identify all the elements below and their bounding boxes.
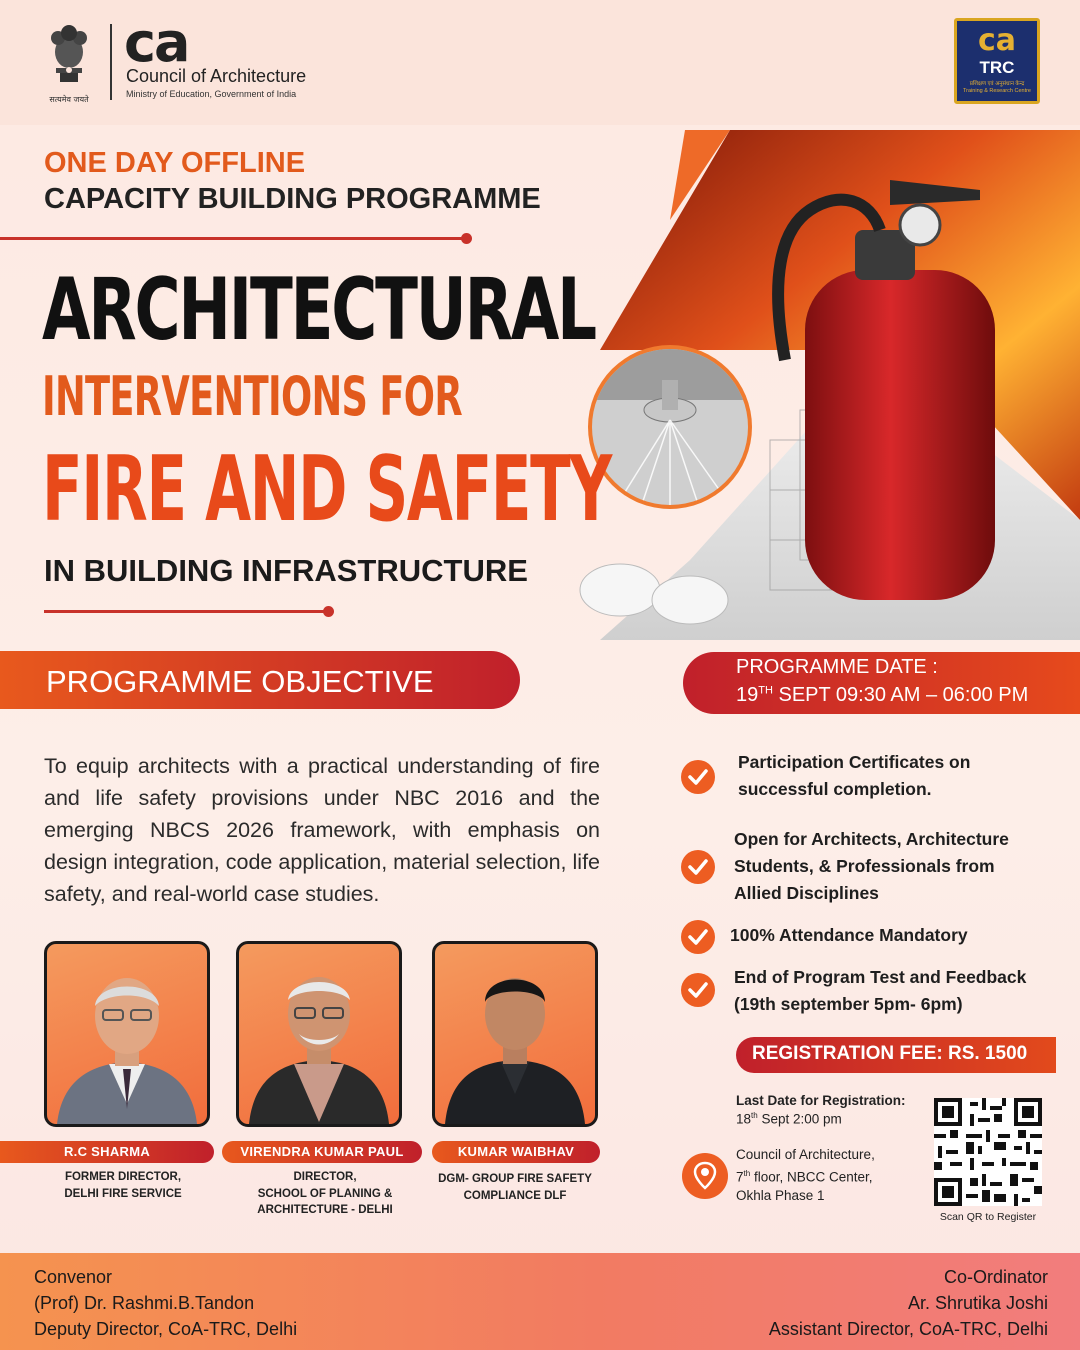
feature-line: successful completion. — [738, 779, 932, 799]
kicker-title: ONE DAY OFFLINE — [44, 147, 306, 179]
speaker-role-line: DGM- GROUP FIRE SAFETY — [438, 1173, 592, 1185]
speaker-role-line: COMPLIANCE DLF — [463, 1189, 567, 1202]
last-date-value — [736, 1111, 842, 1127]
trc-logo-mark: ca — [977, 23, 1017, 58]
check-icon — [681, 920, 715, 954]
feature-line: 100% Attendance Mandatory — [730, 925, 968, 945]
qr-caption: Scan QR to Register — [939, 1211, 1037, 1223]
trc-logo-submark: TRC — [979, 58, 1015, 77]
objective-text: To equip architects with a practical understanding of fire and life safety provisions under NBC 2016 and the emerging NBCS 2026 framework, with emphasis on design integration, code application, material selection, life safety, and real-world case studies. — [44, 754, 600, 906]
national-emblem-icon — [44, 22, 94, 88]
trc-logo-subtitle — [959, 81, 1035, 95]
convenor-name: (Prof) Dr. Rashmi.B.Tandon — [34, 1293, 255, 1313]
feature-line: Participation Certificates on — [738, 752, 971, 772]
programme-date-value — [736, 684, 1028, 707]
convenor-title: Convenor — [34, 1267, 113, 1287]
speaker-role-line: FORMER DIRECTOR, — [64, 1171, 182, 1183]
speaker-role-line: ARCHITECTURE - DELHI — [257, 1204, 393, 1216]
last-date-suffix: th — [751, 1111, 758, 1120]
check-icon — [681, 850, 715, 884]
feature-item — [738, 749, 970, 803]
date-day-suffix: TH — [758, 684, 773, 697]
feature-line: Students, & Professionals from — [734, 856, 995, 876]
divider-line-2 — [44, 610, 328, 613]
org-name: Council of Architecture — [126, 66, 307, 86]
programme-type: CAPACITY BUILDING PROGRAMME — [44, 183, 541, 215]
main-title-line1: ARCHITECTURAL — [42, 260, 595, 360]
fee-value: RS. 1500 — [947, 1043, 1028, 1064]
hero-image — [540, 120, 1080, 640]
qr-code-icon[interactable] — [934, 1098, 1042, 1206]
speaker-role-line: SCHOOL OF PLANING & — [257, 1187, 393, 1200]
speaker-role-line: DELHI FIRE SERVICE — [64, 1187, 182, 1200]
objective-heading: PROGRAMME OBJECTIVE — [46, 664, 434, 699]
speaker-photo — [44, 941, 210, 1127]
programme-date-label: PROGRAMME DATE : — [736, 656, 938, 678]
speaker-name: VIRENDRA KUMAR PAUL — [222, 1141, 422, 1163]
last-date-day: 18 — [736, 1111, 752, 1127]
last-date-label: Last Date for Registration: — [736, 1093, 906, 1108]
coordinator-title: Co-Ordinator — [943, 1267, 1048, 1287]
convenor-designation: Deputy Director, CoA-TRC, Delhi — [34, 1319, 298, 1339]
registration-fee — [752, 1043, 1027, 1065]
speaker-role — [222, 1169, 428, 1219]
feature-line: (19th september 5pm- 6pm) — [734, 994, 963, 1014]
trc-logo-hindi: प्रशिक्षण एवं अनुसंधान केन्द्र — [969, 81, 1025, 87]
ca-logo: ca — [124, 11, 189, 74]
feature-item — [730, 922, 968, 949]
coordinator-name: Ar. Shrutika Joshi — [907, 1293, 1048, 1313]
feature-line: Allied Disciplines — [734, 883, 879, 903]
check-icon — [681, 760, 715, 794]
date-day: 19 — [736, 684, 759, 706]
date-rest: SEPT 09:30 AM – 06:00 PM — [772, 684, 1029, 706]
emblem-motto: सत्यमेव जयते — [49, 95, 89, 104]
speaker-photo — [236, 941, 402, 1127]
divider-line — [0, 237, 466, 240]
ministry-text: Ministry of Education, Government of India — [126, 89, 297, 99]
venue-line2-rest: floor, NBCC Center, — [750, 1169, 873, 1184]
main-title-line4: IN BUILDING INFRASTRUCTURE — [44, 553, 528, 588]
speaker-name: KUMAR WAIBHAV — [432, 1141, 600, 1163]
speaker-name: R.C SHARMA — [0, 1141, 214, 1163]
check-icon — [681, 973, 715, 1007]
trc-logo — [954, 18, 1040, 104]
feature-line: End of Program Test and Feedback — [734, 967, 1027, 987]
feature-item — [734, 826, 1009, 907]
main-title-line2: INTERVENTIONS FOR — [42, 365, 462, 428]
venue-address — [736, 1146, 875, 1205]
venue-floor: 7 — [736, 1169, 744, 1184]
header-divider — [110, 24, 112, 100]
location-pin-icon — [682, 1153, 728, 1199]
speaker-photo — [432, 941, 598, 1127]
divider-dot — [461, 233, 472, 244]
feature-item — [734, 964, 1026, 1018]
main-title-line3: FIRE AND SAFETY — [42, 437, 611, 542]
speaker-role — [30, 1169, 216, 1202]
divider-dot-2 — [323, 606, 334, 617]
last-date-rest: Sept 2:00 pm — [757, 1111, 842, 1127]
coordinator-designation: Assistant Director, CoA-TRC, Delhi — [768, 1319, 1048, 1339]
speaker-role-line: DIRECTOR, — [293, 1171, 357, 1183]
venue-line — [736, 1165, 875, 1187]
speaker-role — [424, 1171, 606, 1204]
venue-line: Okhla Phase 1 — [736, 1187, 825, 1203]
trc-logo-english: Training & Research Centre — [963, 88, 1031, 94]
feature-line: Open for Architects, Architecture — [734, 829, 1009, 849]
venue-floor-suffix: th — [743, 1168, 751, 1178]
venue-line: Council of Architecture, — [736, 1147, 875, 1162]
fee-label: REGISTRATION FEE: — [752, 1043, 948, 1064]
